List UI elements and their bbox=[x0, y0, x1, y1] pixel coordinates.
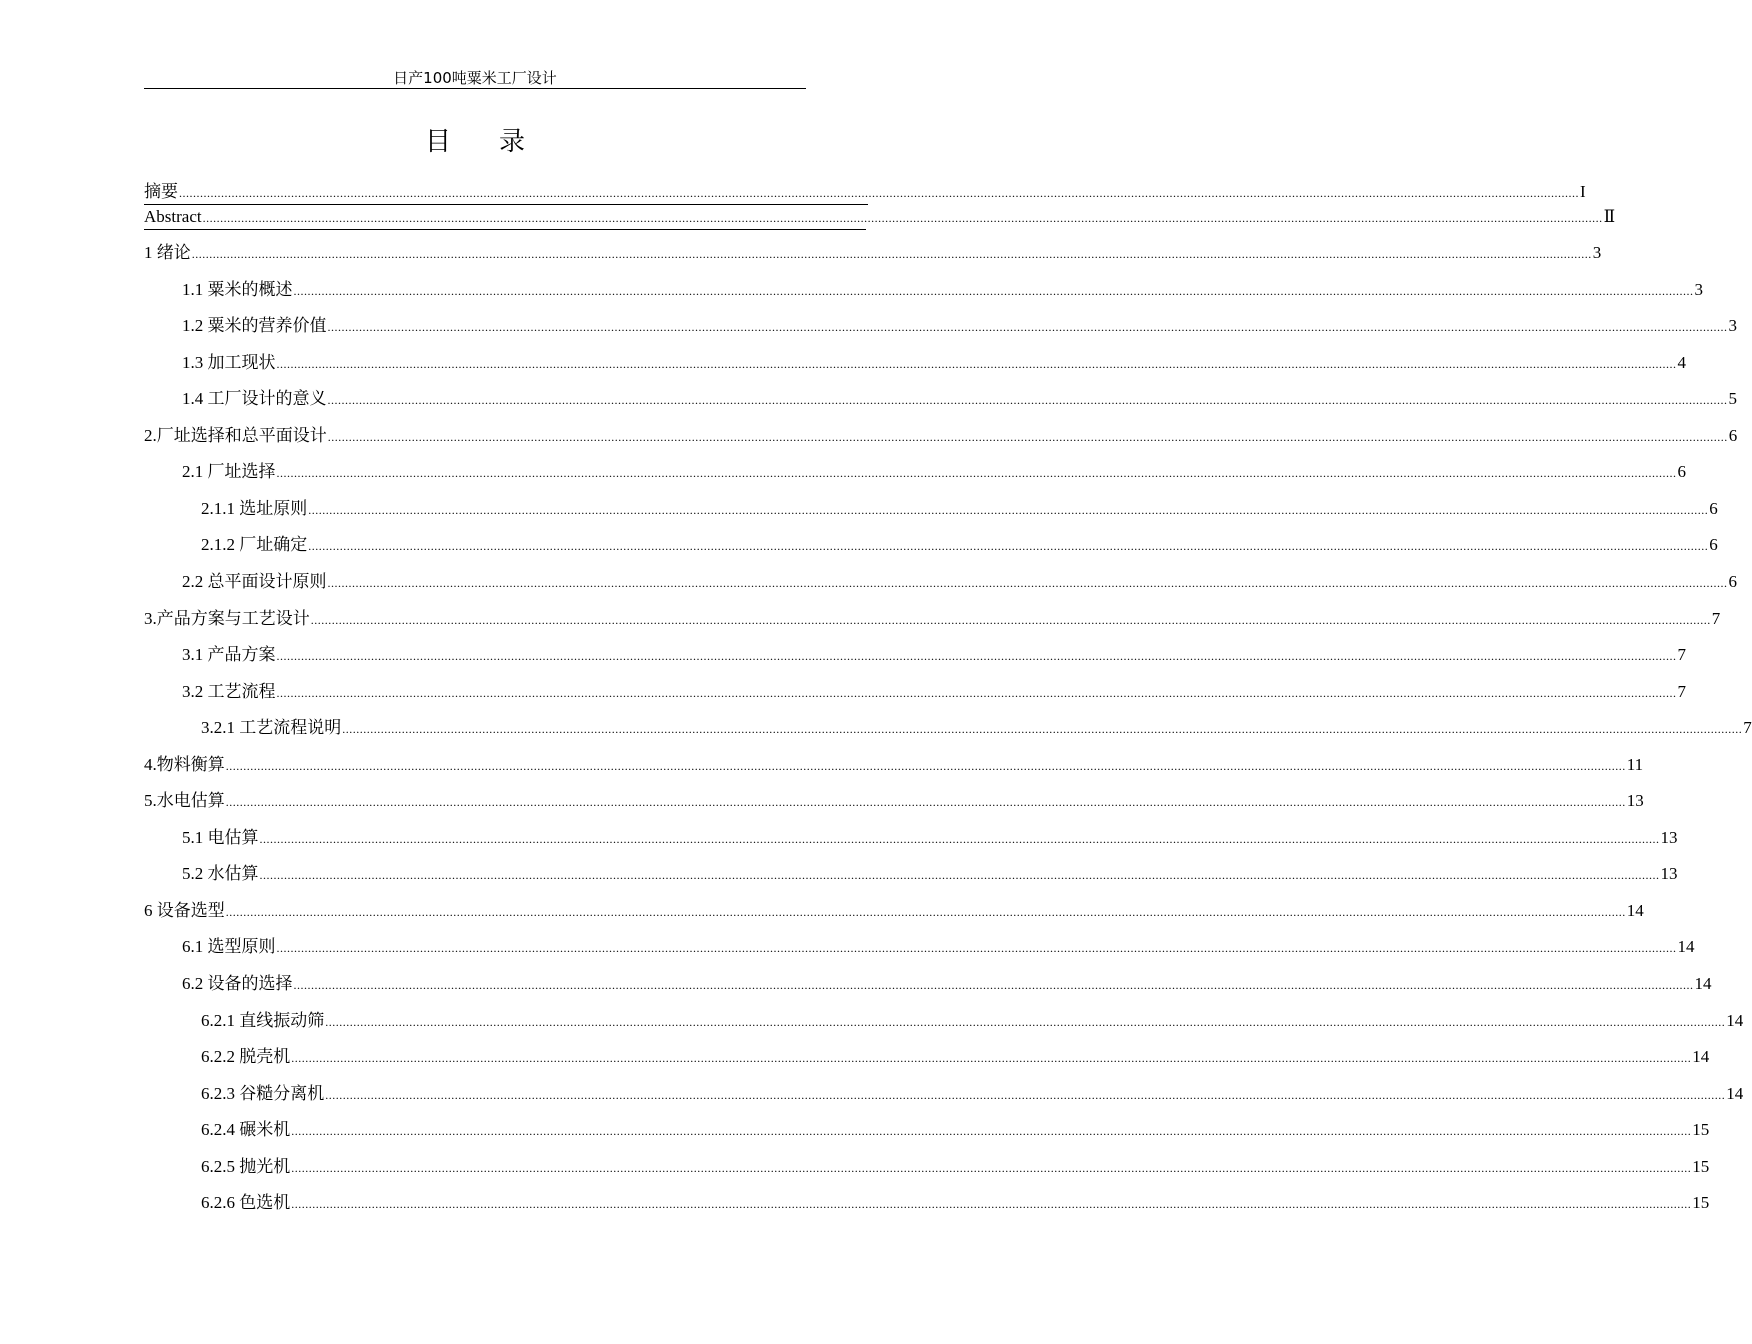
toc-dot-leader: ................................................................................................................................................................................................................................................................................................................................................................................................................ bbox=[276, 941, 1677, 955]
toc-entry[interactable] bbox=[182, 315, 1737, 338]
toc-entry-label: 2.1.2 厂址确定 bbox=[201, 535, 308, 554]
toc-entry[interactable] bbox=[201, 1156, 1710, 1179]
toc-dot-leader: ................................................................................................................................................................................................................................................................................................................................................................................................................ bbox=[310, 613, 1711, 627]
toc-entry[interactable] bbox=[144, 790, 1644, 813]
toc-entry[interactable] bbox=[182, 936, 1695, 959]
toc-entry-page-number: 6 bbox=[1709, 535, 1718, 554]
toc-entry-label: 1 绪论 bbox=[144, 243, 191, 262]
toc-entry[interactable] bbox=[201, 1046, 1710, 1069]
toc-entry-page-number: 14 bbox=[1726, 1084, 1744, 1103]
toc-entry-label: 1.1 粟米的概述 bbox=[182, 280, 293, 299]
toc-entry[interactable] bbox=[144, 206, 1616, 230]
toc-entry-page-number: Ⅱ bbox=[1603, 207, 1616, 226]
toc-dot-leader: ................................................................................................................................................................................................................................................................................................................................................................................................................ bbox=[276, 686, 1677, 700]
toc-entry-label: 3.2 工艺流程 bbox=[182, 682, 276, 701]
toc-entry-page-number: 6 bbox=[1709, 499, 1718, 518]
toc-entry-page-number: 15 bbox=[1692, 1193, 1710, 1212]
toc-dot-leader: ................................................................................................................................................................................................................................................................................................................................................................................................................ bbox=[291, 1161, 1692, 1175]
toc-entry[interactable] bbox=[182, 352, 1686, 375]
toc-entry-label: 6.2.6 色选机 bbox=[201, 1193, 291, 1212]
toc-entry-page-number: 4 bbox=[1677, 353, 1686, 372]
toc-entry-label: 5.1 电估算 bbox=[182, 828, 259, 847]
toc-entry-label: 3.1 产品方案 bbox=[182, 645, 276, 664]
toc-entry-label: 2.2 总平面设计原则 bbox=[182, 572, 327, 591]
toc-entry-label: 1.3 加工现状 bbox=[182, 353, 276, 372]
toc-entry[interactable] bbox=[144, 900, 1644, 923]
toc-entry-page-number: 13 bbox=[1626, 791, 1644, 810]
toc-dot-leader: ................................................................................................................................................................................................................................................................................................................................................................................................................ bbox=[325, 1088, 1726, 1102]
toc-entry-label: 6 设备选型 bbox=[144, 901, 225, 920]
toc-entry-page-number: 3 bbox=[1694, 280, 1703, 299]
toc-entry[interactable] bbox=[144, 754, 1644, 777]
toc-entry-page-number: 15 bbox=[1692, 1157, 1710, 1176]
toc-dot-leader: ................................................................................................................................................................................................................................................................................................................................................................................................................ bbox=[276, 649, 1677, 663]
toc-entry[interactable] bbox=[201, 1083, 1744, 1106]
toc-entry-label: 6.2.2 脱壳机 bbox=[201, 1047, 291, 1066]
toc-entry-label: 4.物料衡算 bbox=[144, 755, 225, 774]
toc-dot-leader: ................................................................................................................................................................................................................................................................................................................................................................................................................ bbox=[308, 503, 1709, 517]
toc-entry-label: 2.1.1 选址原则 bbox=[201, 499, 308, 518]
toc-entry-page-number: 7 bbox=[1677, 645, 1686, 664]
toc-entry-label: 1.4 工厂设计的意义 bbox=[182, 389, 327, 408]
toc-entry[interactable] bbox=[182, 644, 1686, 667]
toc-entry-label: 6.2.4 碾米机 bbox=[201, 1120, 291, 1139]
toc-entry[interactable] bbox=[182, 681, 1686, 704]
toc-dot-leader: ................................................................................................................................................................................................................................................................................................................................................................................................................ bbox=[276, 357, 1677, 371]
toc-entry[interactable] bbox=[201, 1010, 1744, 1033]
toc-entry-page-number: 15 bbox=[1692, 1120, 1710, 1139]
toc-entry[interactable] bbox=[182, 388, 1737, 411]
toc-entry-page-number: 7 bbox=[1711, 609, 1721, 628]
toc-entry[interactable] bbox=[144, 608, 1721, 631]
toc-dot-leader: ................................................................................................................................................................................................................................................................................................................................................................................................................ bbox=[342, 722, 1743, 736]
toc-entry[interactable] bbox=[201, 717, 1752, 740]
toc-entry[interactable] bbox=[182, 279, 1703, 302]
toc-entry[interactable] bbox=[144, 242, 1602, 265]
page-title: 目录 bbox=[424, 127, 573, 157]
toc-dot-leader: ................................................................................................................................................................................................................................................................................................................................................................................................................ bbox=[327, 430, 1728, 444]
toc-entry-page-number: 11 bbox=[1626, 755, 1644, 774]
toc-entry[interactable] bbox=[201, 1119, 1710, 1142]
toc-entry-label: 3.2.1 工艺流程说明 bbox=[201, 718, 342, 737]
toc-entry-page-number: 14 bbox=[1726, 1011, 1744, 1030]
toc-entry-label: 2.厂址选择和总平面设计 bbox=[144, 426, 327, 445]
toc-dot-leader: ................................................................................................................................................................................................................................................................................................................................................................................................................ bbox=[179, 186, 1579, 200]
toc-dot-leader: ................................................................................................................................................................................................................................................................................................................................................................................................................ bbox=[291, 1051, 1692, 1065]
toc-entry[interactable] bbox=[182, 827, 1678, 850]
toc-entry-page-number: 13 bbox=[1660, 828, 1678, 847]
toc-entry[interactable] bbox=[182, 461, 1686, 484]
toc-entry-page-number: 7 bbox=[1677, 682, 1686, 701]
toc-dot-leader: ................................................................................................................................................................................................................................................................................................................................................................................................................ bbox=[308, 539, 1709, 553]
toc-dot-leader: ................................................................................................................................................................................................................................................................................................................................................................................................................ bbox=[225, 795, 1626, 809]
toc-dot-leader: ................................................................................................................................................................................................................................................................................................................................................................................................................ bbox=[225, 759, 1626, 773]
toc-dot-leader: ................................................................................................................................................................................................................................................................................................................................................................................................................ bbox=[293, 978, 1694, 992]
toc-entry-label: 5.2 水估算 bbox=[182, 864, 259, 883]
toc-dot-leader: ................................................................................................................................................................................................................................................................................................................................................................................................................ bbox=[276, 466, 1677, 480]
toc-entry-label: 6.2 设备的选择 bbox=[182, 974, 293, 993]
toc-dot-leader: ................................................................................................................................................................................................................................................................................................................................................................................................................ bbox=[225, 905, 1626, 919]
toc-dot-leader: ................................................................................................................................................................................................................................................................................................................................................................................................................ bbox=[191, 247, 1592, 261]
toc-entry[interactable] bbox=[144, 181, 1586, 205]
toc-dot-leader: ................................................................................................................................................................................................................................................................................................................................................................................................................ bbox=[327, 576, 1728, 590]
toc-entry-label: 6.1 选型原则 bbox=[182, 937, 276, 956]
toc-entry-page-number: 13 bbox=[1660, 864, 1678, 883]
toc-dot-leader: ................................................................................................................................................................................................................................................................................................................................................................................................................ bbox=[327, 320, 1728, 334]
toc-dot-leader: ................................................................................................................................................................................................................................................................................................................................................................................................................ bbox=[291, 1124, 1692, 1138]
toc-entry[interactable] bbox=[144, 425, 1738, 448]
toc-entry-label: 2.1 厂址选择 bbox=[182, 462, 276, 481]
toc-entry-page-number: 6 bbox=[1677, 462, 1686, 481]
toc-entry[interactable] bbox=[201, 498, 1718, 521]
toc-entry-label: 3.产品方案与工艺设计 bbox=[144, 609, 310, 628]
toc-entry-label: 6.2.5 抛光机 bbox=[201, 1157, 291, 1176]
toc-entry-page-number: 3 bbox=[1592, 243, 1602, 262]
toc-dot-leader: ................................................................................................................................................................................................................................................................................................................................................................................................................ bbox=[293, 284, 1694, 298]
toc-entry-page-number: 3 bbox=[1728, 316, 1737, 335]
page-header: 日产100吨粟米工厂设计 bbox=[144, 68, 806, 89]
toc-dot-leader: ................................................................................................................................................................................................................................................................................................................................................................................................................ bbox=[325, 1015, 1726, 1029]
toc-entry-page-number: 6 bbox=[1728, 426, 1738, 445]
toc-entry-label: Abstract bbox=[144, 207, 202, 226]
toc-entry-page-number: 5 bbox=[1728, 389, 1737, 408]
toc-entry[interactable] bbox=[182, 863, 1678, 886]
toc-dot-leader: ................................................................................................................................................................................................................................................................................................................................................................................................................ bbox=[327, 393, 1728, 407]
toc-dot-leader: ................................................................................................................................................................................................................................................................................................................................................................................................................ bbox=[259, 868, 1660, 882]
toc-entry-label: 5.水电估算 bbox=[144, 791, 225, 810]
toc-entry[interactable] bbox=[201, 534, 1718, 557]
toc-entry-page-number: 6 bbox=[1728, 572, 1737, 591]
toc-entry-page-number: 14 bbox=[1694, 974, 1712, 993]
toc-entry-label: 6.2.3 谷糙分离机 bbox=[201, 1084, 325, 1103]
toc-dot-leader: ................................................................................................................................................................................................................................................................................................................................................................................................................ bbox=[259, 832, 1660, 846]
toc-dot-leader: ................................................................................................................................................................................................................................................................................................................................................................................................................ bbox=[291, 1197, 1692, 1211]
toc-entry-page-number: I bbox=[1580, 182, 1586, 201]
toc-entry-page-number: 7 bbox=[1743, 718, 1752, 737]
toc-entry-label: 摘要 bbox=[144, 182, 178, 201]
toc-entry[interactable] bbox=[201, 1192, 1710, 1215]
toc-entry-page-number: 14 bbox=[1626, 901, 1644, 920]
toc-entry-page-number: 14 bbox=[1677, 937, 1695, 956]
toc-entry-label: 1.2 粟米的营养价值 bbox=[182, 316, 327, 335]
toc-entry[interactable] bbox=[182, 973, 1712, 996]
toc-dot-leader: ................................................................................................................................................................................................................................................................................................................................................................................................................ bbox=[202, 211, 1603, 225]
toc-entry[interactable] bbox=[182, 571, 1737, 594]
toc-entry-page-number: 14 bbox=[1692, 1047, 1710, 1066]
toc-entry-label: 6.2.1 直线振动筛 bbox=[201, 1011, 325, 1030]
